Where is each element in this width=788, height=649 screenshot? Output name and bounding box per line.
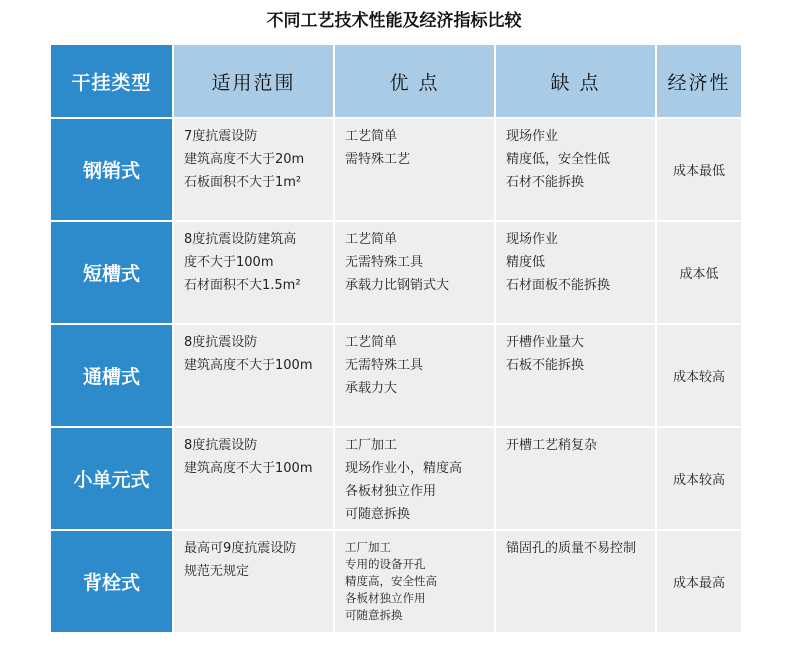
pros-line: 需特殊工艺 [345, 152, 411, 167]
cons-cell [496, 222, 655, 323]
cons-line: 开槽工艺稍复杂 [506, 438, 598, 453]
scope-line: 最高可9度抗震设防 [184, 541, 297, 556]
header-scope: 适用范围 [174, 45, 333, 117]
scope-line: 8度抗震设防 [184, 438, 258, 453]
pros-line: 各板材独立作用 [345, 484, 437, 499]
pros-line: 工厂加工 [345, 438, 398, 453]
pros-line: 各板材独立作用 [345, 591, 426, 605]
pros-line: 精度高，安全性高 [345, 574, 437, 588]
cons-line: 石材不能拆换 [506, 175, 585, 190]
table-row [51, 119, 741, 220]
cost-cell: 成本最高 [657, 531, 741, 632]
header-cons: 缺 点 [496, 45, 655, 117]
scope-cell [174, 222, 333, 323]
header-cost: 经济性 [657, 45, 741, 117]
scope-cell [174, 428, 333, 529]
pros-cell [335, 531, 494, 632]
cons-line: 现场作业 [506, 232, 559, 247]
scope-line: 建筑高度不大于100m [184, 461, 313, 476]
comparison-table [49, 43, 743, 634]
pros-line: 承载力大 [345, 381, 398, 396]
pros-line: 工厂加工 [345, 540, 391, 554]
cons-line: 开槽作业量大 [506, 335, 585, 350]
table-row [51, 428, 741, 529]
scope-line: 建筑高度不大于20m [184, 152, 305, 167]
type-cell: 短槽式 [51, 222, 172, 323]
type-cell: 通槽式 [51, 325, 172, 426]
pros-line: 工艺简单 [345, 129, 398, 144]
header-type: 干挂类型 [51, 45, 172, 117]
scope-line: 石板面积不大于1m² [184, 175, 302, 190]
scope-line: 度不大于100m [184, 255, 274, 270]
scope-line: 8度抗震设防建筑高 [184, 232, 297, 247]
scope-cell [174, 531, 333, 632]
cons-line: 精度低 [506, 255, 546, 270]
cons-line: 石材面板不能拆换 [506, 278, 611, 293]
header-pros: 优 点 [335, 45, 494, 117]
cons-line: 精度低，安全性低 [506, 152, 611, 167]
scope-line: 8度抗震设防 [184, 335, 258, 350]
table-title: 不同工艺技术性能及经济指标比较 [266, 11, 522, 31]
table-row [51, 222, 741, 323]
scope-cell [174, 119, 333, 220]
pros-cell [335, 222, 494, 323]
pros-cell [335, 119, 494, 220]
scope-line: 规范无规定 [184, 564, 250, 579]
pros-line: 承载力比钢销式大 [345, 278, 450, 293]
pros-line: 工艺简单 [345, 232, 398, 247]
scope-line: 建筑高度不大于100m [184, 358, 313, 373]
type-cell: 背栓式 [51, 531, 172, 632]
cons-cell [496, 428, 655, 529]
pros-line: 现场作业小，精度高 [345, 461, 463, 476]
type-cell: 小单元式 [51, 428, 172, 529]
pros-line: 可随意拆换 [345, 507, 411, 522]
scope-cell [174, 325, 333, 426]
pros-line: 专用的设备开孔 [345, 557, 426, 571]
cost-cell: 成本最低 [657, 119, 741, 220]
table-row [51, 531, 741, 632]
cons-line: 石板不能拆换 [506, 358, 585, 373]
pros-line: 无需特殊工具 [345, 358, 424, 373]
cons-line: 现场作业 [506, 129, 559, 144]
table-row [51, 325, 741, 426]
type-cell: 钢销式 [51, 119, 172, 220]
cons-cell [496, 531, 655, 632]
cost-cell: 成本较高 [657, 325, 741, 426]
scope-line: 7度抗震设防 [184, 129, 258, 144]
scope-line: 石材面积不大1.5m² [184, 278, 301, 293]
pros-cell [335, 428, 494, 529]
pros-line: 可随意拆换 [345, 608, 403, 622]
cost-cell: 成本低 [657, 222, 741, 323]
header-row [51, 45, 741, 117]
pros-line: 无需特殊工具 [345, 255, 424, 270]
pros-line: 工艺简单 [345, 335, 398, 350]
pros-cell [335, 325, 494, 426]
cons-cell [496, 119, 655, 220]
cons-line: 锚固孔的质量不易控制 [506, 541, 637, 556]
cons-cell [496, 325, 655, 426]
cost-cell: 成本较高 [657, 428, 741, 529]
